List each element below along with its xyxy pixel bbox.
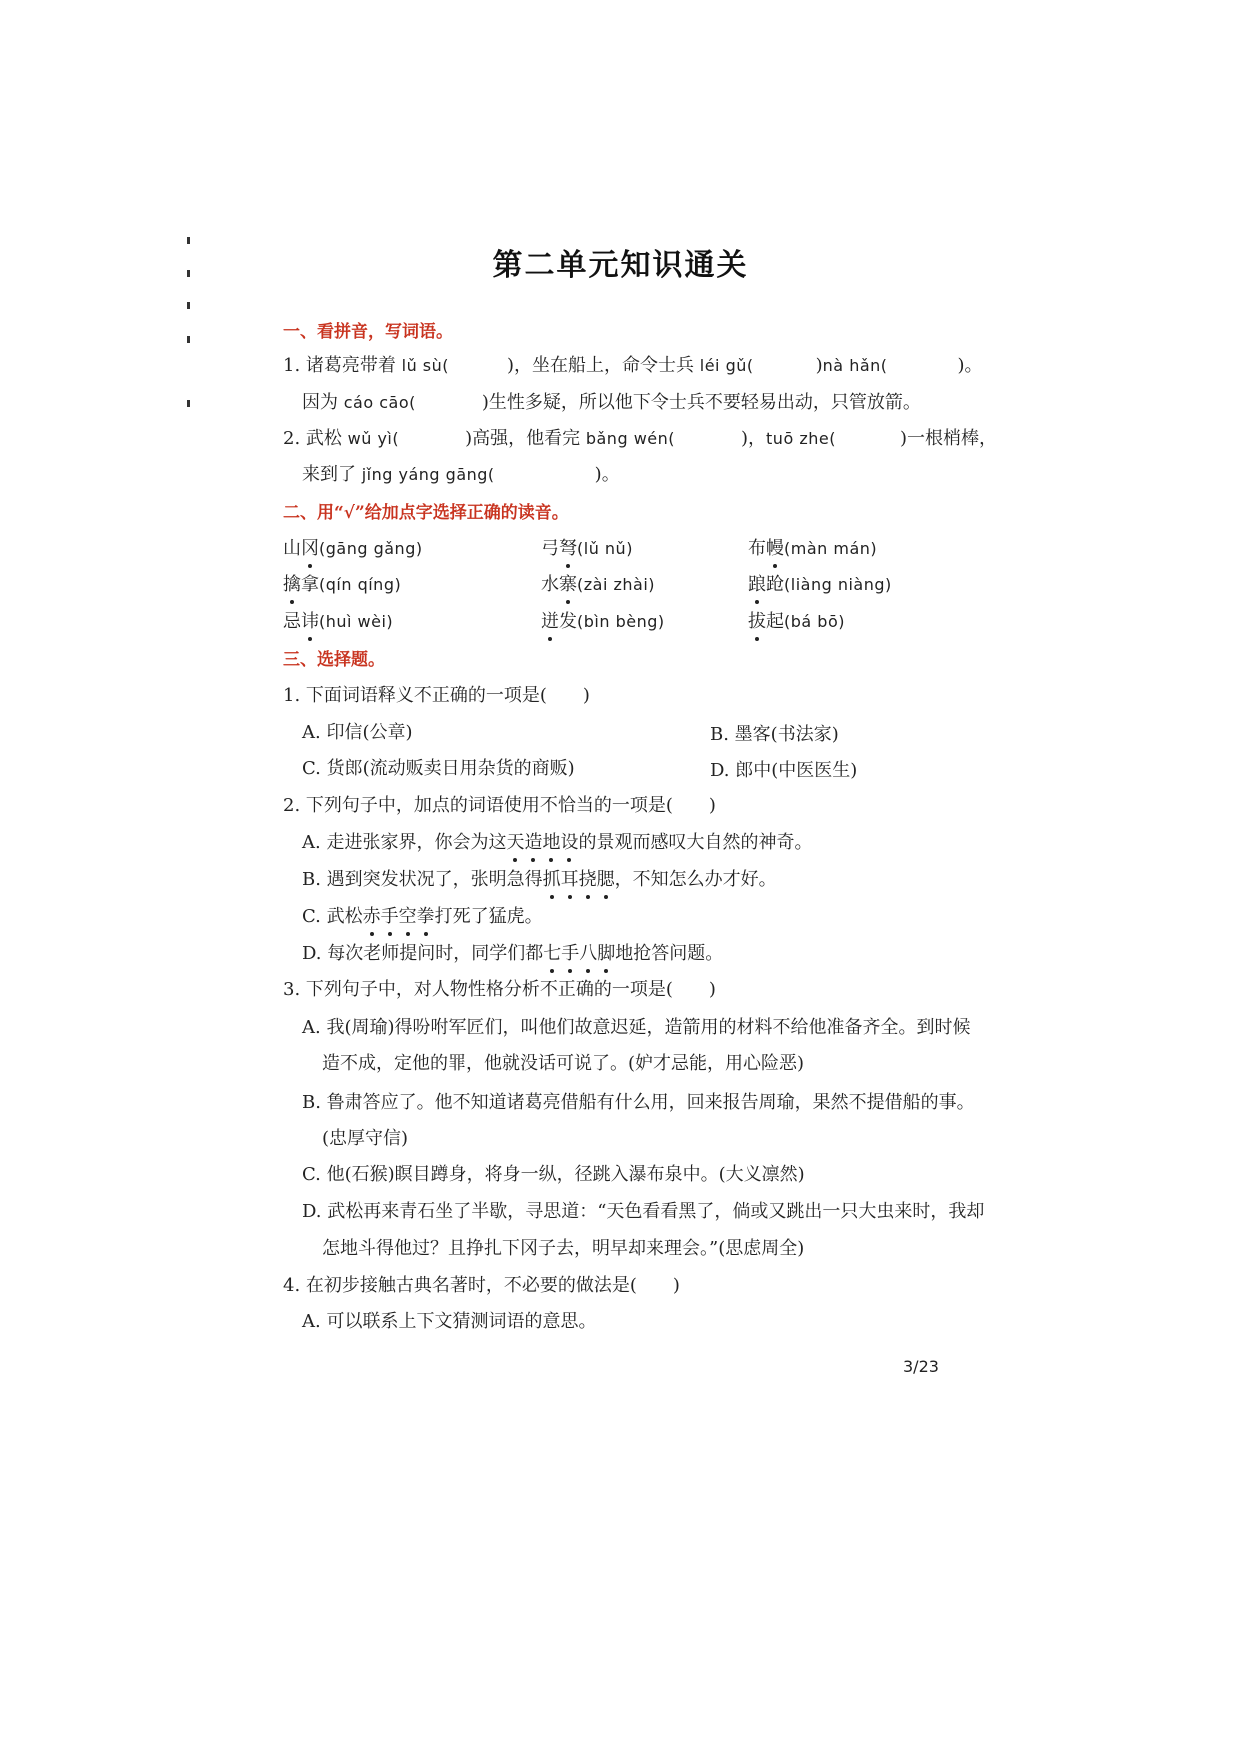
s3-q4-stem: 4. 在初步接触古典名著时，不必要的做法是( ) [283,1275,680,1296]
s2-item: 布幔(màn mán) [748,538,878,559]
s3-q1-option-b: B. 墨客(书法家) [710,724,839,745]
s3-q2-option-a: A. 走进张家界，你会为这天造地设的景观而感叹大自然的神奇。 [302,832,813,853]
s3-q2-option-b: B. 遇到突发状况了，张明急得抓耳挠腮，不知怎么办才好。 [302,869,777,890]
binding-mark [187,336,190,343]
s3-q1-option-a: A. 印信(公章) [302,722,413,743]
s3-q3-option-d-cont: 怎地斗得他过？且挣扎下冈子去，明早却来理会。”(思虑周全) [322,1238,805,1259]
s3-q2-stem: 2. 下列句子中，加点的词语使用不恰当的一项是( ) [283,795,716,816]
s3-q3-option-c: C. 他(石猴)瞑目蹲身，将身一纵，径跳入瀑布泉中。(大义凛然) [302,1164,805,1185]
binding-mark [187,400,190,407]
s2-item: 拔起(bá bō) [748,611,845,632]
page-number: 3/23 [903,1357,939,1376]
s3-q1-stem: 1. 下面词语释义不正确的一项是( ) [283,685,590,706]
binding-mark [187,302,190,309]
s3-q3-option-b-cont: (忠厚守信) [322,1128,409,1149]
s3-q3-option-b: B. 鲁肃答应了。他不知道诸葛亮借船有什么用，回来报告周瑜，果然不提借船的事。 [302,1092,975,1113]
s3-q3-option-a-cont: 造不成，定他的罪，他就没话可说了。(妒才忌能，用心险恶) [322,1053,805,1074]
section-2-heading: 二、用“√”给加点字选择正确的读音。 [283,503,569,523]
s3-q2-option-c: C. 武松赤手空拳打死了猛虎。 [302,906,543,927]
dotted-word: 赤手空拳 [362,906,435,927]
s2-item: 擒拿(qín qíng) [283,574,402,595]
dotted-word: 抓耳挠腮 [542,869,615,890]
dotted-word: 七手八脚 [543,943,616,964]
s3-q1-option-c: C. 货郎(流动贩卖日用杂货的商贩) [302,758,575,779]
s3-q3-option-d: D. 武松再来青石坐了半歇，寻思道：“天色看看黑了，倘或又跳出一只大虫来时，我却 [302,1201,985,1222]
s3-q2-option-d: D. 每次老师提问时，同学们都七手八脚地抢答问题。 [302,943,724,964]
s2-item: 迸发(bìn bèng) [541,611,665,632]
s2-item: 踉跄(liàng niàng) [748,574,892,595]
s2-item: 忌讳(huì wèi) [283,611,394,632]
s1-q2-line1: 2. 武松 wǔ yì( )高强，他看完 bǎng wén( )，tuō zhe( )一根梢棒， [283,428,997,449]
s2-item: 山冈(gāng gǎng) [283,538,423,559]
s1-q1-line1: 1. 诸葛亮带着 lǔ sù( )，坐在船上，命令士兵 léi gǔ( )nà hǎn( )。 [283,355,983,376]
s2-item: 水寨(zài zhài) [541,574,656,595]
s1-q2-line2: 来到了 jǐng yáng gāng( )。 [302,464,620,485]
page-title: 第二单元知识通关 [492,248,749,283]
s3-q3-option-a: A. 我(周瑜)得吩咐军匠们，叫他们故意迟延，造箭用的材料不给他准备齐全。到时候 [302,1017,971,1038]
section-3-heading: 三、选择题。 [283,650,385,670]
s3-q3-stem: 3. 下列句子中，对人物性格分析不正确的一项是( ) [283,979,716,1000]
section-1-heading: 一、看拼音，写词语。 [283,322,453,342]
s3-q1-option-d: D. 郎中(中医医生) [710,760,858,781]
s2-item: 弓弩(lǔ nǔ) [541,538,633,559]
dotted-word: 天造地设 [506,832,579,853]
s1-q1-line2: 因为 cáo cāo( )生性多疑，所以他下令士兵不要轻易出动，只管放箭。 [302,392,921,413]
s3-q4-option-a: A. 可以联系上下文猜测词语的意思。 [302,1311,597,1332]
